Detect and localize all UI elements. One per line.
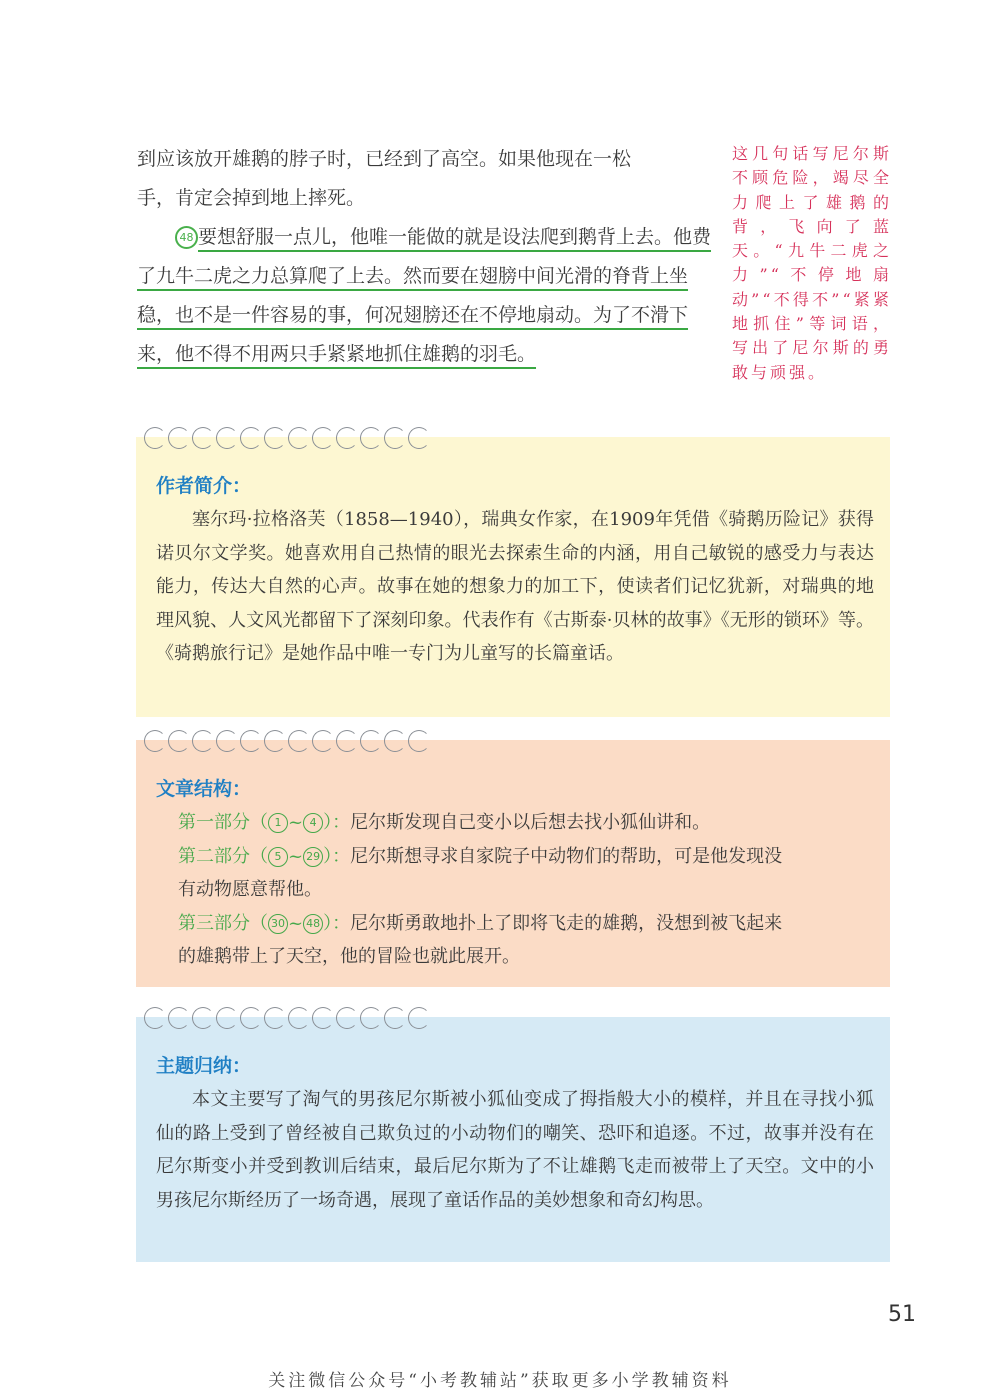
part-label: 第二部分（ 5 ~ 29 ）： [178,845,351,867]
structure-panel [136,740,890,987]
structure-part-1: 第一部分（ 1 ~ 4 ）：尼尔斯发现自己变小以后想去找小狐仙讲和。 [178,812,711,833]
theme-title: 主题归纳： [156,1055,252,1077]
spiral-binding-decoration [144,730,414,754]
theme-body [156,1083,874,1217]
page-number: 51 [888,1302,916,1327]
spiral-binding-decoration [144,1007,414,1031]
author-intro-body [156,503,874,671]
part-label: 第一部分（ 1 ~ 4 ）： [178,812,351,833]
author-intro-text: 塞尔玛·拉格洛芙（1858—1940），瑞典女作家，在1909年凭借《骑鹅历险记》获得诺贝尔文学奖。她喜欢用自己热情的眼光去探索生命的内涵，用自己敏锐的感受力与表达能力，传达大自然的心声。故事在她的想象力的加工下，使读者们记忆犹新，对瑞典的地理风貌、人文风光都留下了深刻印象。代表作有《古斯泰·贝林的故事》《无形的锁环》等。《骑鹅旅行记》是她作品中唯一专门为儿童写的长篇童话。 [156,509,874,664]
structure-body [156,806,874,974]
structure-title: 文章结构： [156,778,252,800]
part-label: 第三部分（ 30 ~ 48 ）： [178,912,351,934]
structure-part-3-cont: 的雄鹅带上了天空，他的冒险也就此展开。 [178,946,520,967]
spiral-binding-decoration [144,427,414,451]
footer-note: 关注微信公众号“小考教辅站”获取更多小学教辅资料 [268,1371,732,1391]
story-line-1: 到应该放开雄鹅的脖子时，已经到了高空。如果他现在一松 [137,148,632,170]
structure-part-3: 第三部分（ 30 ~ 48 ）：尼尔斯勇敢地扑上了即将飞走的雄鹅，没想到被飞起来 [178,912,783,934]
author-intro-title: 作者简介： [156,475,252,497]
story-line-2: 手，肯定会掉到地上摔死。 [137,187,366,209]
author-intro-panel [136,437,890,717]
theme-text: 本文主要写了淘气的男孩尼尔斯被小狐仙变成了拇指般大小的模样，并且在寻找小狐仙的路上受到了曾经被自己欺负过的小动物们的嘲笑、恐吓和追逐。不过，故事并没有在尼尔斯变小并受到教训后结束，最后尼尔斯为了不让雄鹅飞走而被带上了天空。文中的小男孩尼尔斯经历了一场奇遇，展现了童话作品的美妙想象和奇幻构思。 [156,1089,874,1211]
paragraph-number-badge: 48 [175,226,198,249]
structure-part-2: 第二部分（ 5 ~ 29 ）：尼尔斯想寻求自家院子中动物们的帮助，可是他发现没 [178,845,783,867]
structure-part-2-cont: 有动物愿意帮他。 [178,879,322,900]
story-text [137,140,719,374]
highlighted-sentence: 要想舒服一点儿，他唯一能做的就是设法爬到鹅背上去。他费了九牛二虎之力总算爬了上去。然而要在翅膀中间光滑的脊背上坐稳，也不是一件容易的事，何况翅膀还在不停地扇动。为了不滑下来，他不得不用两只手紧紧地抓住雄鹅的羽毛。 [137,226,712,365]
margin-annotation: 这几句话写尼尔斯不顾危险，竭尽全力爬上了雄鹅的背，飞向了蓝天。“九牛二虎之力”“不停地扇动”“不得不”“紧紧地抓住”等词语，写出了尼尔斯的勇敢与顽强。 [732,144,892,382]
paragraph-48 [137,218,719,374]
theme-panel [136,1017,890,1262]
